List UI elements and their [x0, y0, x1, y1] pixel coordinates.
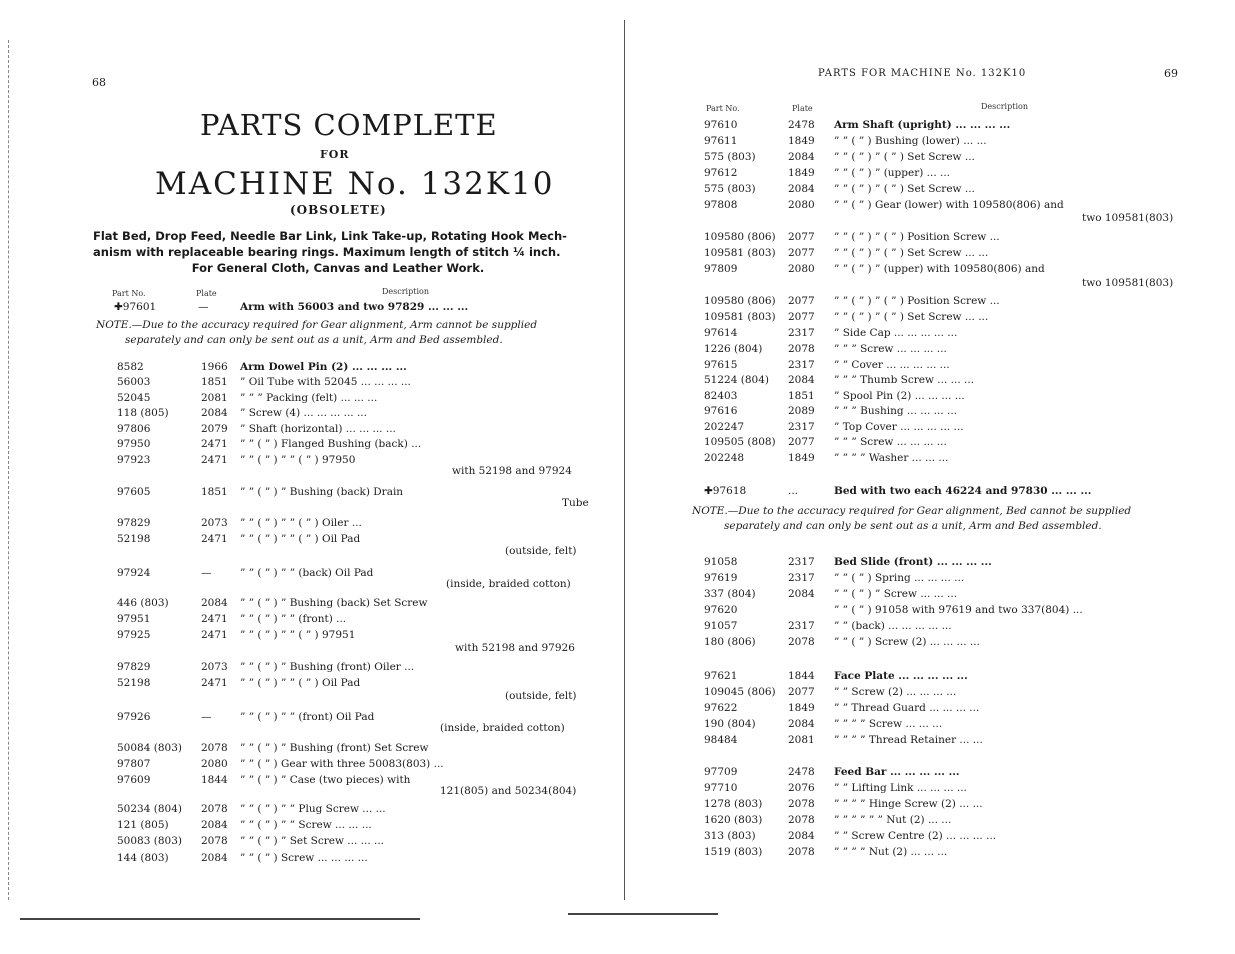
table-row: [117, 612, 587, 626]
table-row: [704, 555, 1184, 569]
part-number: 1620 (803): [704, 814, 763, 826]
table-row: [704, 829, 1184, 843]
plate-number: 2079: [201, 423, 228, 435]
part-number: 8582: [117, 361, 144, 373]
table-row: [117, 660, 587, 674]
table-row: [704, 797, 1184, 811]
description: ” ” ( ” ) 91058 with 97619 and two 337(804) ...: [834, 604, 1083, 616]
plate-number: —: [201, 711, 212, 723]
table-row: [704, 635, 1184, 649]
table-row: [704, 733, 1184, 747]
plate-number: 2089: [788, 405, 815, 417]
plate-number: 2471: [201, 629, 228, 641]
description: ” ” ( ” ) ” ( ” ) Set Screw ... ...: [834, 247, 989, 259]
table-row: [117, 834, 587, 848]
table-row: [704, 420, 1184, 434]
part-number: 52198: [117, 677, 151, 689]
part-number: 50234 (804): [117, 803, 182, 815]
plate-number: 2080: [788, 199, 815, 211]
part-number: 313 (803): [704, 830, 756, 842]
table-row: [704, 118, 1184, 132]
col-header-part: Part No.: [706, 104, 740, 113]
plate-number: 1966: [201, 361, 228, 373]
table-row: [117, 851, 587, 865]
part-number: 97611: [704, 135, 738, 147]
scan-artifact: [568, 913, 718, 915]
part-number: 82403: [704, 390, 738, 402]
part-number: 109505 (808): [704, 436, 776, 448]
description: ” ” ” ” Washer ... ... ...: [834, 452, 949, 464]
plate-number: 2076: [788, 782, 815, 794]
description: ” Spool Pin (2) ... ... ... ...: [834, 390, 965, 402]
description: ” ” ( ” ) ” ” ( ” ) Oiler ...: [240, 517, 362, 529]
part-number: 1226 (804): [704, 343, 763, 355]
part-number: 575 (803): [704, 151, 756, 163]
description: ” ” ” ” Hinge Screw (2) ... ...: [834, 798, 983, 810]
running-head: PARTS FOR MACHINE No. 132K10: [818, 68, 1027, 79]
table-row: [704, 150, 1184, 164]
description: ” ” ” Packing (felt) ... ... ...: [240, 392, 378, 404]
table-row: [117, 676, 587, 690]
table-row: [117, 437, 587, 451]
plate-number: 2471: [201, 533, 228, 545]
table-row: [114, 300, 584, 314]
part-number: 337 (804): [704, 588, 756, 600]
description: ” ” ” ” Nut (2) ... ... ...: [834, 846, 948, 858]
part-number: 97622: [704, 702, 738, 714]
plate-number: 2317: [788, 620, 815, 632]
page-title: PARTS COMPLETE: [200, 108, 498, 142]
description: ” ” Lifting Link ... ... ... ...: [834, 782, 967, 794]
table-row: [117, 596, 587, 610]
plate-number: 2084: [788, 183, 815, 195]
continuation: with 52198 and 97926: [455, 642, 575, 654]
description: ” ” Thread Guard ... ... ... ...: [834, 702, 980, 714]
part-number: 51224 (804): [704, 374, 769, 386]
table-row: [704, 342, 1184, 356]
table-row: [704, 603, 1184, 617]
part-number: 97923: [117, 454, 151, 466]
description: Bed Slide (front) ... ... ... ...: [834, 556, 992, 568]
part-number: ✚97601: [114, 301, 157, 313]
description: ” ” ( ” ) ” Set Screw ... ... ...: [240, 835, 385, 847]
col-header-desc: Description: [382, 287, 429, 296]
part-number: 144 (803): [117, 852, 169, 864]
table-row: [117, 485, 587, 499]
page-number: 69: [1164, 67, 1178, 80]
part-number: 97829: [117, 517, 151, 529]
part-number: 97615: [704, 359, 738, 371]
continuation: with 52198 and 97924: [452, 465, 572, 477]
table-row: [117, 628, 587, 642]
description: Arm with 56003 and two 97829 ... ... ...: [240, 301, 469, 313]
description: ” ” ( ” ) ” (upper) ... ...: [834, 167, 951, 179]
description: ” ” ( ” ) ” ” (front) Oil Pad: [240, 711, 375, 723]
table-row: [704, 685, 1184, 699]
plate-number: 2077: [788, 686, 815, 698]
table-row: [704, 389, 1184, 403]
description: ” ” ( ” ) ” ( ” ) Position Screw ...: [834, 295, 1000, 307]
part-number: 97924: [117, 567, 151, 579]
description: ” ” ( ” ) ” ” (back) Oil Pad: [240, 567, 374, 579]
part-number: 180 (806): [704, 636, 756, 648]
description: ” ” ( ” ) ” ( ” ) Set Screw ...: [834, 151, 975, 163]
part-number: 97806: [117, 423, 151, 435]
plate-number: 2478: [788, 766, 815, 778]
description: ” ” Screw (2) ... ... ... ...: [834, 686, 957, 698]
plate-number: 1844: [201, 774, 228, 786]
table-row: [704, 182, 1184, 196]
obsolete-label: (OBSOLETE): [290, 203, 387, 217]
description: ” ” ( ” ) ” (upper) with 109580(806) and: [834, 263, 1045, 275]
part-number: 97710: [704, 782, 738, 794]
plate-number: 2081: [201, 392, 228, 404]
part-number: 121 (805): [117, 819, 169, 831]
table-row: [117, 406, 587, 420]
plate-number: 2077: [788, 311, 815, 323]
description: ” ” ( ” ) ” Case (two pieces) with: [240, 774, 411, 786]
part-number: 446 (803): [117, 597, 169, 609]
table-row: [117, 818, 587, 832]
part-number: 56003: [117, 376, 151, 388]
part-number: 97614: [704, 327, 738, 339]
part-number: 109045 (806): [704, 686, 776, 698]
plate-number: 1849: [788, 167, 815, 179]
description: ” ” ( ” ) ” Bushing (back) Drain: [240, 486, 404, 498]
plate-number: 2078: [788, 846, 815, 858]
part-number: 97620: [704, 604, 738, 616]
part-number: 97609: [117, 774, 151, 786]
plate-number: 2317: [788, 556, 815, 568]
table-row: [117, 391, 587, 405]
table-row: [704, 845, 1184, 859]
table-row: [704, 717, 1184, 731]
part-number: 97621: [704, 670, 738, 682]
plate-number: 1851: [201, 376, 228, 388]
col-header-desc: Description: [981, 102, 1028, 111]
description: ” ” ( ” ) ” ( ” ) Set Screw ...: [834, 183, 975, 195]
plate-number: 2471: [201, 438, 228, 450]
table-row: [117, 375, 587, 389]
part-number: 97950: [117, 438, 151, 450]
plate-number: 2084: [788, 718, 815, 730]
continuation: (outside, felt): [505, 545, 577, 557]
plate-number: 2084: [788, 830, 815, 842]
description: ” ” ( ” ) Gear (lower) with 109580(806) and: [834, 199, 1064, 211]
plate-number: 1849: [788, 452, 815, 464]
table-row: [704, 701, 1184, 715]
description: ” ” ” ” ” ” Nut (2) ... ...: [834, 814, 952, 826]
description: ” ” ( ” ) ” ” ( ” ) 97950: [240, 454, 356, 466]
plate-number: 1849: [788, 135, 815, 147]
plate-number: 2471: [201, 677, 228, 689]
description: ” ” Cover ... ... ... ... ...: [834, 359, 950, 371]
plate-number: 2084: [201, 819, 228, 831]
table-row: [704, 262, 1184, 276]
plate-number: 2317: [788, 359, 815, 371]
plate-number: 2317: [788, 572, 815, 584]
part-number: 109580 (806): [704, 231, 776, 243]
title-for: FOR: [320, 148, 350, 161]
intro-line: anism with replaceable bearing rings. Maximum length of stitch ¼ inch.: [93, 245, 561, 259]
description: ” ” ” ” Screw ... ... ...: [834, 718, 943, 730]
plate-number: 1851: [788, 390, 815, 402]
plate-number: 2078: [788, 343, 815, 355]
col-header-part: Part No.: [112, 289, 146, 298]
table-row: [704, 230, 1184, 244]
part-number: 109580 (806): [704, 295, 776, 307]
description: ” ” ( ” ) ” ” ( ” ) 97951: [240, 629, 356, 641]
plate-number: 2471: [201, 454, 228, 466]
plate-number: 2317: [788, 327, 815, 339]
part-number: 97951: [117, 613, 151, 625]
description: ” ” ” Screw ... ... ... ...: [834, 436, 947, 448]
description: ” ” ( ” ) Flanged Bushing (back) ...: [240, 438, 422, 450]
part-number: ✚97618: [704, 485, 747, 497]
continuation: (inside, braided cotton): [446, 578, 571, 590]
description: ” Screw (4) ... ... ... ... ...: [240, 407, 367, 419]
plate-number: 2317: [788, 421, 815, 433]
scan-artifact: [20, 918, 420, 920]
plate-number: 2073: [201, 517, 228, 529]
table-row: [704, 326, 1184, 340]
part-number: 1278 (803): [704, 798, 763, 810]
table-row: [117, 532, 587, 546]
description: ” ” ( ” ) Screw ... ... ... ...: [240, 852, 368, 864]
table-row: [704, 246, 1184, 260]
description: ” Shaft (horizontal) ... ... ... ...: [240, 423, 396, 435]
description: ” ” ( ” ) Screw (2) ... ... ... ...: [834, 636, 980, 648]
description: ” ” Screw Centre (2) ... ... ... ...: [834, 830, 997, 842]
table-row: [704, 484, 1184, 498]
plate-number: 2078: [788, 798, 815, 810]
table-row: [704, 781, 1184, 795]
part-number: 97926: [117, 711, 151, 723]
part-number: 97709: [704, 766, 738, 778]
plate-number: ...: [788, 485, 799, 497]
intro-line: Flat Bed, Drop Feed, Needle Bar Link, Link Take-up, Rotating Hook Mech-: [93, 229, 567, 243]
plate-number: —: [201, 567, 212, 579]
part-number: 97829: [117, 661, 151, 673]
description: ” ” ( ” ) Bushing (lower) ... ...: [834, 135, 987, 147]
plate-number: 2084: [201, 852, 228, 864]
table-row: [704, 813, 1184, 827]
description: ” ” ” Thumb Screw ... ... ...: [834, 374, 975, 386]
plate-number: 2084: [201, 407, 228, 419]
part-number: 97925: [117, 629, 151, 641]
part-number: 52198: [117, 533, 151, 545]
plate-number: 2084: [788, 151, 815, 163]
note-line: NOTE.—Due to the accuracy required for Gear alignment, Arm cannot be supplied: [96, 319, 538, 331]
part-number: 52045: [117, 392, 151, 404]
description: ” Side Cap ... ... ... ... ...: [834, 327, 958, 339]
table-row: [704, 166, 1184, 180]
part-number: 97619: [704, 572, 738, 584]
description: Face Plate ... ... ... ... ...: [834, 670, 968, 682]
part-number: 97605: [117, 486, 151, 498]
description: ” Oil Tube with 52045 ... ... ... ...: [240, 376, 411, 388]
plate-number: 2081: [788, 734, 815, 746]
part-number: 97612: [704, 167, 738, 179]
description: ” ” ( ” ) ” ” Plug Screw ... ...: [240, 803, 386, 815]
machine-title: MACHINE No. 132K10: [155, 166, 555, 202]
description: ” ” (back) ... ... ... ... ...: [834, 620, 952, 632]
description: ” ” ” Bushing ... ... ... ...: [834, 405, 957, 417]
description: ” ” ( ” ) ” ” Screw ... ... ...: [240, 819, 372, 831]
plate-number: —: [198, 301, 209, 313]
part-number: 50083 (803): [117, 835, 182, 847]
page-number: 68: [92, 76, 106, 89]
table-row: [117, 360, 587, 374]
description: Arm Dowel Pin (2) ... ... ... ...: [240, 361, 407, 373]
part-number: 202248: [704, 452, 745, 464]
plate-number: 2077: [788, 295, 815, 307]
description: ” ” ( ” ) ” Bushing (front) Oiler ...: [240, 661, 415, 673]
plate-number: 2078: [201, 835, 228, 847]
table-row: [704, 435, 1184, 449]
description: ” ” ” Screw ... ... ... ...: [834, 343, 947, 355]
plate-number: 1851: [201, 486, 228, 498]
table-row: [117, 802, 587, 816]
plate-number: 2084: [788, 588, 815, 600]
description: ” ” ( ” ) ” ( ” ) Position Screw ...: [834, 231, 1000, 243]
plate-number: 2073: [201, 661, 228, 673]
description: ” Top Cover ... ... ... ... ...: [834, 421, 964, 433]
page-gutter: [624, 20, 625, 900]
plate-number: 2077: [788, 247, 815, 259]
description: ” ” ( ” ) ” ” ( ” ) Oil Pad: [240, 533, 361, 545]
description: ” ” ( ” ) ” ” ( ” ) Oil Pad: [240, 677, 361, 689]
table-row: [117, 516, 587, 530]
part-number: 97807: [117, 758, 151, 770]
part-number: 97616: [704, 405, 738, 417]
table-row: [704, 134, 1184, 148]
table-row: [704, 373, 1184, 387]
plate-number: 2478: [788, 119, 815, 131]
part-number: 91057: [704, 620, 738, 632]
plate-number: 2078: [201, 803, 228, 815]
plate-number: 1849: [788, 702, 815, 714]
continuation: 121(805) and 50234(804): [440, 785, 577, 797]
table-row: [704, 669, 1184, 683]
intro-line: For General Cloth, Canvas and Leather Work.: [191, 261, 485, 275]
machine-description: [93, 228, 583, 276]
part-number: 118 (805): [117, 407, 169, 419]
plate-number: 2084: [201, 597, 228, 609]
plate-number: 2077: [788, 231, 815, 243]
note-line: NOTE.—Due to the accuracy required for Gear alignment, Bed cannot be supplied: [692, 505, 1132, 517]
description: Feed Bar ... ... ... ... ...: [834, 766, 960, 778]
description: Arm Shaft (upright) ... ... ... ...: [834, 119, 1011, 131]
table-row: [117, 741, 587, 755]
table-row: [704, 451, 1184, 465]
table-row: [704, 587, 1184, 601]
description: Bed with two each 46224 and 97830 ... ... ...: [834, 485, 1092, 497]
table-row: [704, 198, 1184, 212]
description: ” ” ” ” Thread Retainer ... ...: [834, 734, 983, 746]
table-row: [704, 358, 1184, 372]
part-number: 190 (804): [704, 718, 756, 730]
plate-number: 2080: [788, 263, 815, 275]
table-row: [704, 571, 1184, 585]
part-number: 97610: [704, 119, 738, 131]
plate-number: 1844: [788, 670, 815, 682]
part-number: 575 (803): [704, 183, 756, 195]
continuation: Tube: [562, 497, 589, 509]
table-row: [704, 310, 1184, 324]
note-line: separately and can only be sent out as a unit, Arm and Bed assembled.: [724, 520, 1102, 532]
continuation: (outside, felt): [505, 690, 577, 702]
part-number: 97808: [704, 199, 738, 211]
plate-number: 2077: [788, 436, 815, 448]
part-number: 109581 (803): [704, 247, 776, 259]
description: ” ” ( ” ) Spring ... ... ... ...: [834, 572, 965, 584]
description: ” ” ( ” ) ” ( ” ) Set Screw ... ...: [834, 311, 989, 323]
right-page: [628, 0, 1235, 954]
description: ” ” ( ” ) ” Bushing (front) Set Screw: [240, 742, 429, 754]
table-row: [704, 619, 1184, 633]
continuation: two 109581(803): [1082, 277, 1174, 289]
plate-number: 2078: [788, 814, 815, 826]
part-number: 1519 (803): [704, 846, 763, 858]
part-number: 97809: [704, 263, 738, 275]
continuation: (inside, braided cotton): [440, 722, 565, 734]
table-row: [704, 294, 1184, 308]
description: ” ” ( ” ) ” Bushing (back) Set Screw: [240, 597, 428, 609]
table-row: [704, 765, 1184, 779]
description: ” ” ( ” ) Gear with three 50083(803) ...: [240, 758, 444, 770]
plate-number: 2084: [788, 374, 815, 386]
description: ” ” ( ” ) ” ” (front) ...: [240, 613, 347, 625]
note-line: separately and can only be sent out as a unit, Arm and Bed assembled.: [125, 334, 503, 346]
table-row: [117, 422, 587, 436]
part-number: 109581 (803): [704, 311, 776, 323]
part-number: 202247: [704, 421, 745, 433]
part-number: 50084 (803): [117, 742, 182, 754]
plate-number: 2080: [201, 758, 228, 770]
part-number: 91058: [704, 556, 738, 568]
plate-number: 2078: [788, 636, 815, 648]
continuation: two 109581(803): [1082, 212, 1174, 224]
plate-number: 2078: [201, 742, 228, 754]
part-number: 98484: [704, 734, 738, 746]
description: ” ” ( ” ) ” Screw ... ... ...: [834, 588, 958, 600]
table-row: [117, 757, 587, 771]
table-row: [704, 404, 1184, 418]
col-header-plate: Plate: [196, 289, 217, 298]
plate-number: 2471: [201, 613, 228, 625]
col-header-plate: Plate: [792, 104, 813, 113]
